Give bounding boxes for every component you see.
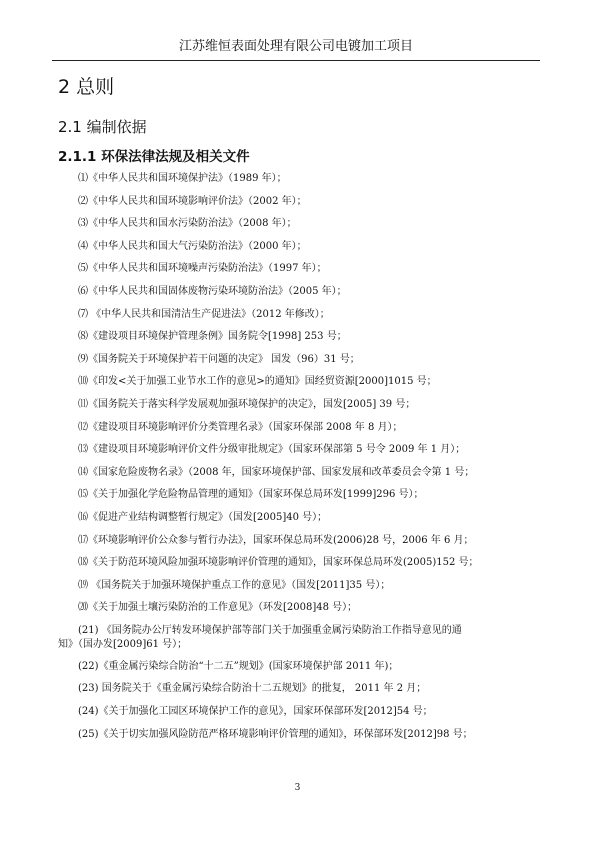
header-divider [52,60,540,61]
list-item: ⒆ 《国务院关于加强环境保护重点工作的意见》（国发[2011]35 号）； [78,579,391,591]
list-item: ⑻《建设项目环境保护管理条例》国务院令[1998] 253 号； [78,331,347,343]
list-item: (24)《关于加强化工园区环境保护工作的意见》，国家环保部环发[2012]54 号； [78,706,433,718]
list-item: ⑺ 《中华人民共和国清洁生产促进法》（2012 年修改）； [78,308,330,320]
list-item: ⒀《建设项目环境影响评价文件分级审批规定》（国家环保部第 5 号令 2009 年 1 月）； [78,444,466,456]
list-item: (22)《重金属污染综合防治“十二五”规划》(国家环境保护部 2011 年)； [78,660,399,672]
list-item: ⑷《中华人民共和国大气污染防治法》（2000 年）； [78,240,307,252]
chapter-title: 2 总则 [58,76,115,98]
list-item-continuation: 知》（国办发[2009]61 号）； [58,638,188,650]
list-item-line: (21) 《国务院办公厅转发环境保护部等部门关于加强重金属污染防治工作指导意见的通 [78,624,462,636]
regulation-list [58,172,542,750]
list-item: ⒄《环境影响评价公众参与暂行办法》，国家环保总局环发(2006)28 号，2006 年 6 月； [78,534,474,546]
list-item: (25)《关于切实加强风险防范严格环境影响评价管理的通知》，环保部环发[2012]98 号； [78,728,473,740]
list-item: ⒂《关于加强化学危险物品管理的通知》（国家环保总局环发[1999]296 号）； [78,489,424,501]
list-item: ⒃《促进产业结构调整暂行规定》（国发[2005]40 号）； [78,511,328,523]
list-item: ⑹《中华人民共和国固体废物污染环境防治法》（2005 年）； [78,285,347,297]
list-item: ⑶《中华人民共和国水污染防治法》（2008 年）； [78,218,297,230]
list-item: ⑾《国务院关于落实科学发展观加强环境保护的决定》，国发[2005] 39 号； [78,398,416,410]
list-item: ⑸《中华人民共和国环境噪声污染防治法》（1997 年）； [78,263,327,275]
list-item: ⑼《国务院关于环境保护若干问题的决定》 国发（96）31 号； [78,353,360,365]
list-item: ⑿《建设项目环境影响评价分类管理名录》（国家环保部 2008 年 8 月）； [78,421,403,433]
list-item [58,624,542,652]
section-title: 2.1 编制依据 [58,118,147,136]
list-item: (23) 国务院关于《重金属污染综合防治十二五规划》的批复， 2011 年 2 月； [78,683,427,695]
page-number: 3 [294,783,301,793]
list-item: ⑽《印发<关于加强工业节水工作的意见>的通知》国经贸资源[2000]1015 号； [78,376,437,388]
list-item: ⒁《国家危险废物名录》（2008 年，国家环境保护部、国家发展和改革委员会令第 1 号； [78,466,475,478]
list-item: ⑴《中华人民共和国环境保护法》（1989 年）； [78,173,287,184]
list-item: ⑵《中华人民共和国环境影响评价法》（2002 年）； [78,195,307,207]
list-item: ⒅《关于防范环境风险加强环境影响评价管理的通知》，国家环保总局环发(2005)152 号； [78,557,479,569]
list-item: ⒇《关于加强土壤污染防治的工作意见》（环发[2008]48 号）； [78,602,358,614]
page-header: 江苏维恒表面处理有限公司电镀加工项目 [178,39,413,54]
subsection-title: 2.1.1 环保法律法规及相关文件 [58,149,250,165]
